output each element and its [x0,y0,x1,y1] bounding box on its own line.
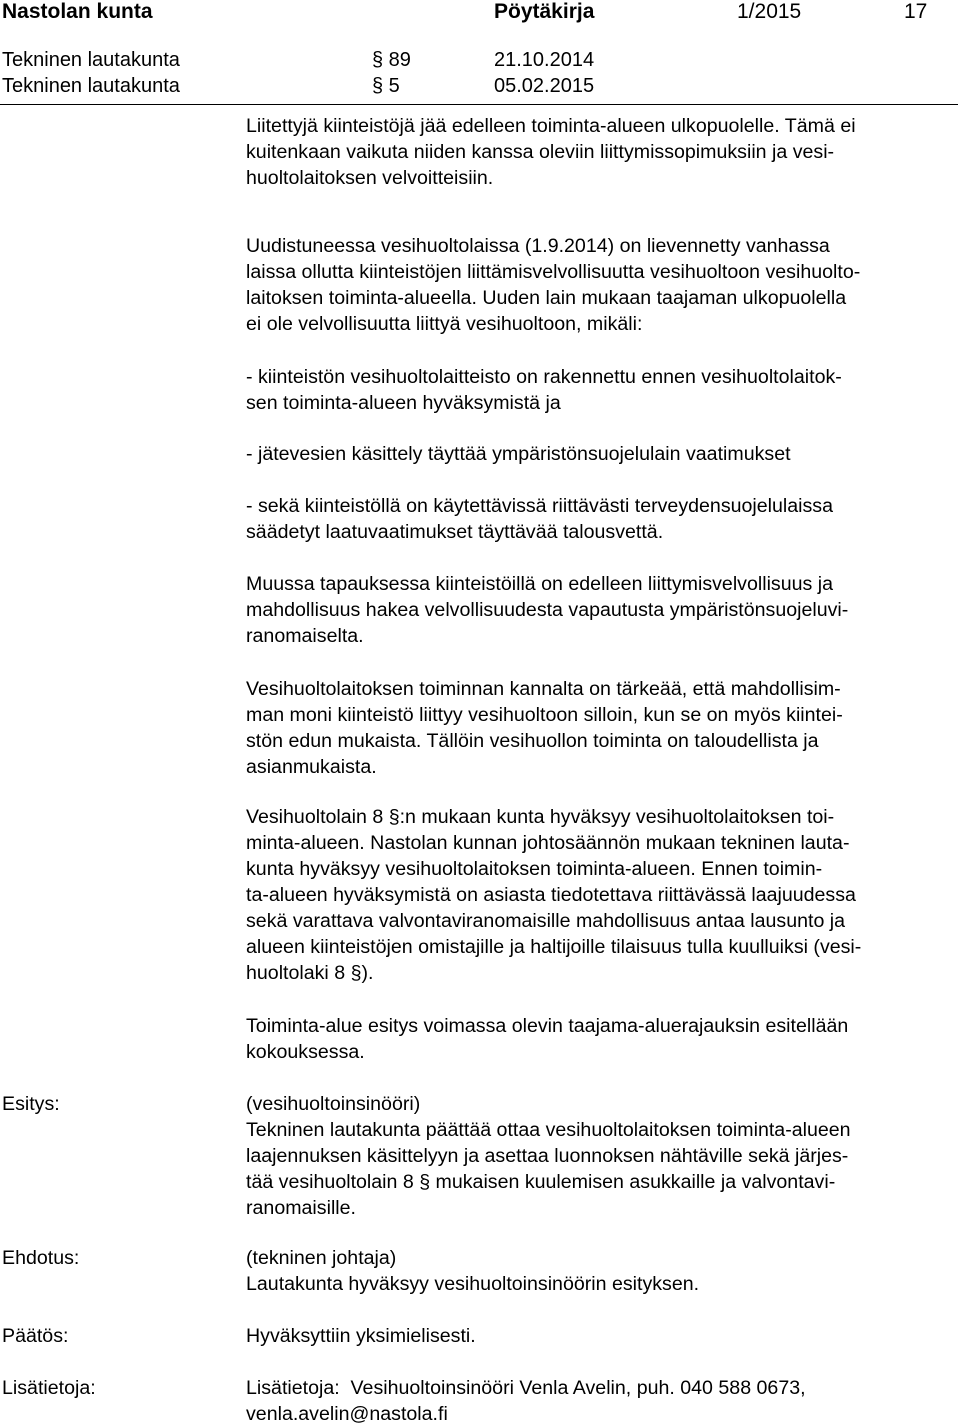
text-line: kokouksessa. [246,1041,365,1063]
paatos-text [246,1323,958,1349]
meeting-section: § 5 [372,75,400,97]
paragraph [246,364,958,416]
text-line: mahdollisuus hakea velvollisuudesta vapautusta ympäristönsuojeluvi- [246,599,849,621]
text-line: - kiinteistön vesihuoltolaitteisto on rakennettu ennen vesihuoltolaitok- [246,366,842,388]
text-line: säädetyt laatuvaatimukset täyttävää talousvettä. [246,521,664,543]
text-line: Toiminta-alue esitys voimassa olevin taajama-aluerajauksin esitellään [246,1015,849,1037]
text-line: Lautakunta hyväksyy vesihuoltoinsinöörin esityksen. [246,1273,700,1295]
document-type: Pöytäkirja [494,0,595,23]
paragraph [246,571,958,649]
municipality-name: Nastolan kunta [2,0,153,23]
text-line: Uudistuneessa vesihuoltolaissa (1.9.2014) on lievennetty vanhassa [246,235,830,257]
paatos-label: Päätös: [2,1325,69,1347]
paragraph [246,233,958,337]
paragraph [246,676,958,780]
text-line: kuitenkaan vaikuta niiden kanssa oleviin liittymissopimuksiin ja vesi- [246,141,835,163]
text-line: ta-alueen hyväksymistä on asiasta tiedotettava riittävässä laajuudessa [246,884,856,906]
paragraph [246,1013,958,1065]
text-line: (tekninen johtaja) [246,1247,397,1269]
page-number: 17 [904,0,928,23]
lisatietoja-text [246,1375,958,1427]
text-line: ei ole velvollisuutta liittyä vesihuoltoon, mikäli: [246,313,643,335]
text-line: (vesihuoltoinsinööri) [246,1093,421,1115]
meeting-date: 21.10.2014 [494,49,595,71]
header-divider [0,104,958,105]
text-line: ranomaisille. [246,1197,356,1219]
text-line: Vesihuoltolain 8 §:n mukaan kunta hyväksyy vesihuoltolaitoksen toi- [246,806,835,828]
meeting-section: § 89 [372,49,411,71]
text-line: asianmukaista. [246,756,377,778]
paragraph [246,113,958,191]
text-line: Hyväksyttiin yksimielisesti. [246,1325,476,1347]
text-line: laajennuksen käsittelyyn ja asettaa luonnoksen nähtäville sekä järjes- [246,1145,849,1167]
esitys-label: Esitys: [2,1093,60,1115]
paragraph [246,493,958,545]
esitys-text [246,1091,958,1221]
text-line: huoltolaitoksen velvoitteisiin. [246,167,494,189]
text-line: alueen kiinteistöjen omistajille ja haltijoille tilaisuus tulla kuulluiksi (vesi- [246,936,862,958]
text-line: stön edun mukaista. Tällöin vesihuollon toiminta on taloudellista ja [246,730,819,752]
text-line: Tekninen lautakunta päättää ottaa vesihuoltolaitoksen toiminta-alueen [246,1119,851,1141]
meeting-date: 05.02.2015 [494,75,595,97]
text-line: Vesihuoltolaitoksen toiminnan kannalta on tärkeää, että mahdollisim- [246,678,841,700]
ehdotus-label: Ehdotus: [2,1247,80,1269]
text-line: Lisätietoja: Vesihuoltoinsinööri Venla Avelin, puh. 040 588 0673, [246,1377,806,1399]
document-number: 1/2015 [737,0,802,23]
text-line: sen toiminta-alueen hyväksymistä ja [246,392,561,414]
meeting-body: Tekninen lautakunta [2,75,180,97]
paragraph [246,804,958,986]
text-line: ranomaiselta. [246,625,364,647]
text-line: huoltolaki 8 §). [246,962,374,984]
text-line: - sekä kiinteistöllä on käytettävissä riittävästi terveydensuojelulaissa [246,495,833,517]
text-line: - jätevesien käsittely täyttää ympäristönsuojelulain vaatimukset [246,443,791,465]
lisatietoja-label: Lisätietoja: [2,1377,96,1399]
text-line: minta-alueen. Nastolan kunnan johtosäännön mukaan tekninen lauta- [246,832,850,854]
ehdotus-text [246,1245,958,1297]
text-line: Muussa tapauksessa kiinteistöillä on edelleen liittymisvelvollisuus ja [246,573,834,595]
paragraph [246,441,958,467]
text-line: man moni kiinteistö liittyy vesihuoltoon silloin, kun se on myös kiintei- [246,704,843,726]
text-line: kunta hyväksyy vesihuoltolaitoksen toiminta-alueen. Ennen toimin- [246,858,823,880]
text-line: Liitettyjä kiinteistöjä jää edelleen toiminta-alueen ulkopuolelle. Tämä ei [246,115,856,137]
meeting-body: Tekninen lautakunta [2,49,180,71]
text-line: laissa ollutta kiinteistöjen liittämisvelvollisuutta vesihuoltoon vesihuolto- [246,261,861,283]
text-line: sekä varattava valvontaviranomaisille mahdollisuus antaa lausunto ja [246,910,846,932]
text-line: tää vesihuoltolain 8 § mukaisen kuulemisen asukkaille ja valvontavi- [246,1171,836,1193]
contact-email: venla.avelin@nastola.fi [246,1403,448,1425]
text-line: laitoksen toiminta-alueella. Uuden lain mukaan taajaman ulkopuolella [246,287,847,309]
